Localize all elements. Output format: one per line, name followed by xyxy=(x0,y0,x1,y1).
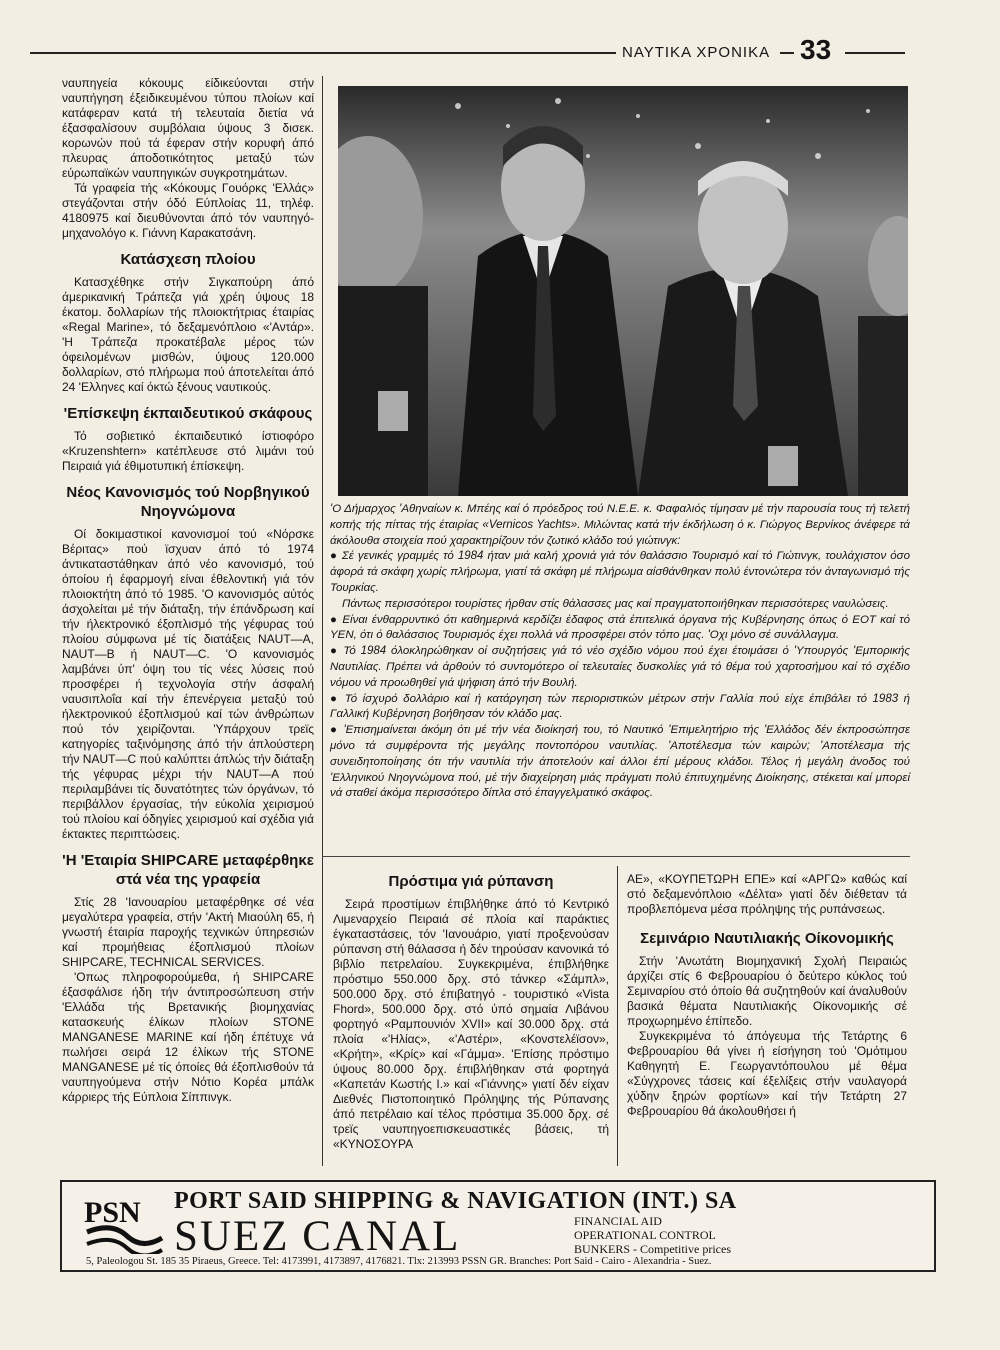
section-title-pollution-fines: Πρόστιμα γιά ρύπανση xyxy=(388,873,554,890)
header-rule-right xyxy=(845,52,905,54)
section-title-seizure: Κατάσχεση πλοίου xyxy=(120,251,256,268)
caption-intro: 'Ο Δήμαρχος 'Αθηναίων κ. Μπέης καί ό πρόεδρος τού Ν.Ε.Ε. κ. Φαφαλιός τίμησαν μέ τήν παρουσία τους τή τελετή κοπής τής πίττας τής έταιρίας «Vernicos Yachts». Μιλώντας κατά τήν έκδήλωση ό κ. Γιώργος Βερνίκος άνέφερε τά άκόλουθα στοιχεία πού χαρακτηρίζουν τόν ζωτικό κλάδο τού γιώτινγκ: xyxy=(330,503,910,547)
psn-logo-icon xyxy=(82,1192,166,1254)
section-title-shipcare: 'Η 'Εταιρία SHIPCARE μεταφέρθηκε στά νέα της γραφεία xyxy=(62,852,314,888)
service-item: OPERATIONAL CONTROL xyxy=(574,1228,716,1242)
right-column xyxy=(627,872,907,1119)
section-text-training-ship: Τό σοβιετικό έκπαιδευτικό ίστιοφόρο «Kruzenshtern» κατέπλευσε στό λιμάνι τού Πειραιά γιά έθιμοτυπική έπίσκεψη. xyxy=(62,429,314,473)
section-title-norwegian-rules: Νέος Κανονισμός τού Νορβηγικού Νηογνώμονα xyxy=(66,484,310,520)
caption-bullet: ● Είναι ένθαρρυντικό ότι καθημερινά κερδίζει έδαφος στά έπιτελικά όργανα τής Κυβέρνησης όπως ό ΕΟΤ καί τό ΥΕΝ, ότι ό θαλάσσιος Τουρισμός έχει πολλά νά προσφέρει στόν τόπο μας. 'Οχι μόνο σέ συνάλλαγμα. xyxy=(330,613,910,645)
caption-bullet: ● Σέ γενικές γραμμές τό 1984 ήταν μιά καλή χρονιά γιά τόν θαλάσσιο Τουρισμό καί τό Γιώτινγκ, τουλάχιστον όσο άφορά τά σκάφη χωρίς πλήρωμα, γιατί τά σκάφη μέ πλήρωμα αίσθάνθηκαν πολύ έντονώτερα τόν άνταγωνισμό τής Τουρκίας. xyxy=(330,549,910,596)
column-divider-left xyxy=(322,76,323,1166)
continuation-text: ΑΕ», «ΚΟΥΠΕΤΩΡΗ ΕΠΕ» καί «ΑΡΓΩ» καθώς καί στό δεξαμενόπλοιο «Δέλτα» γιατί δέν διέθεταν τά προβλεπόμενα μέσα πρόληψης τής ρυπάνσεως. xyxy=(627,872,907,916)
middle-column xyxy=(333,868,609,1152)
section-text-shipcare-1: Στίς 28 'Ιανουαρίου μεταφέρθηκε σέ νέα μεγαλύτερα γραφεία, στήν 'Ακτή Μιαούλη 65, ή γνωστή έταιρία παροχής τεχνικών ύπηρεσιών καί προμήθειας έξοπλισμού πλοίων SHIPCARE, TECHNICAL SERVICES. xyxy=(62,895,314,969)
logo-text: PSN xyxy=(84,1196,141,1229)
section-text-shipcare-2: 'Οπως πληροφορούμεθα, ή SHIPCARE έξασφάλισε ήδη τήν άντιπροσώπευση στήν 'Ελλάδα τής Βρετανικής βιομηχανίας κατασκευής έλίκων πλοίων STONE MANGANESE MARINE καί ήδη έπέτυχε νά πωλήσει σειρά 12 έλίκων τής STONE MANGANESE μέ τίς όποίες θά έξοπλισθούν τά ναυπηγούμενα στήν Νότιο Κορέα μπάλκ κάρριερς τής Εύπλοια Σίππινγκ. xyxy=(62,970,314,1104)
left-column xyxy=(62,76,314,1105)
suez-canal-heading: SUEZ CANAL xyxy=(174,1213,461,1260)
service-item: FINANCIAL AID xyxy=(574,1214,662,1228)
contact-footer: 5, Paleologou St. 185 35 Piraeus, Greece. Tel: 4173991, 4173897, 4176821. Tlx: 213993 PSSN GR. Branches: Port Said - Cairo - Alexandria - Suez. xyxy=(86,1256,712,1267)
masthead: ΝΑΥΤΙΚΑ ΧΡΟΝΙΚΑ xyxy=(622,44,771,61)
section-text-norwegian-rules: Οί δοκιμαστικοί κανονισμοί τού «Νόρσκε Βέριτας» πού ϊσχυαν άπό τό 1974 άντικαταστάθηκαν άπό νέο κανονισμό, τού όποίου ή έφαρμογή είναι έθελοντική γιά τόν πλοιοκτήτη άπό τό 1985. 'Ο κανονισμός αύτός άσχολείται μέ τήν διάταξη, τήν έπάνδρωση καί τήν ήλεκτρονικό έξοπλισμό τής γέφυρας τού πλοίου σύμφωνα μέ τίς διατάξεις NAUT—A, NAUT—B ή NAUT—C. 'Ο κανονισμός λαμβάνει ύπ' όψη του τίς νέες λύσεις πού προσφέρει ή τεχνολογία στήν άσφαλή ναυσιπλοΐα καί τήν έπενέργεια μεταξύ τού ήλεκτρονικού έξοπλισμού καί τών άνθρώπων πού τόν χειρίζονται. 'Υπάρχουν τρεϊς κατηγορίες ταξινόμησης άπό τήν άπλούστερη τήν NAUT—C πού καλύπτει άπλώς τήν διάταξη τής γέφυρας μέχρι τήν NAUT—A πού περιλαμβάνει τίς δυνατότητες τών όργάνων, τό περιβάλλον έργασίας, τήν εύκολία χειρισμού τού πλοίου καί όδηγίες χειρισμού καί σχέδια γιά έκτακτες περιπτώσεις. xyxy=(62,527,314,841)
caption-bullet: ● Τό ίσχυρό δολλάριο καί ή κατάργηση τών περιοριστικών μέτρων στήν Γαλλία πού είχε έπιβάλει τό 1983 ή Γαλλική Κυβέρνηση βοήθησαν τόν κλάδο μας. xyxy=(330,692,910,724)
section-text-seizure: Κατασχέθηκε στήν Σιγκαπούρη άπό άμερικανική Τράπεζα γιά χρέη ύψους 18 έκατομ. δολλαρίων τής πλοιοκτήτριας έταιρίας «Regal Marine», τό δεξαμενόπλοιο «'Αντάρ». 'Η Τράπεζα προκατέβαλε μέρος τών όφειλομένων μισθών, ύψους 120.000 δολλαρίων, στό πλήρωμα πού άποτελείται άπό 24 'Ελληνες καί όκτώ ξένους ναυτικούς. xyxy=(62,275,314,394)
photo-caption xyxy=(330,502,910,802)
caption-bullet: ● Τό 1984 όλοκληρώθηκαν οί συζητήσεις γιά τό νέο σχέδιο νόμου πού έχει έτοιμάσει ό 'Υπουργός 'Εμπορικής Ναυτιλίας. Πρέπει νά άρθούν τό συντομότερο οί τελευταίες δυσκολίες γιά τό θέμα τού χαρτοσήμου καί τό σχέδιο νόμου νά προωθηθεί γιά ψήφιση άπό τήν Βουλή. xyxy=(330,644,910,691)
section-text-seminar-1: Στήν 'Ανωτάτη Βιομηχανική Σχολή Πειραιώς άρχίζει στίς 6 Φεβρουαρίου ό δεύτερο κύκλος τού Σεμιναρίου στό όποίο θά συζητηθούν καί άναλυθούν βασικά θέματα Ναυτιλιακής Οίκονομικής σέ προχωρημένο έπίπεδο. xyxy=(627,954,907,1028)
caption-bullet: Πάντως περισσότεροι τουρίστες ήρθαν στίς θάλασσες μας καί πραγματοποιήθηκαν περισσότερες ναυλώσεις. xyxy=(342,597,889,610)
company-name: PORT SAID SHIPPING & NAVIGATION (INT.) SA xyxy=(174,1188,737,1214)
intro-paragraph-1: ναυπηγεία κόκουμς είδικεύονται στήν ναυπήγηση έξειδικευμένου τύπου πλοίων καί κατάφεραν κατά τή τελευταία διετία νά έξασφαλίσουν συμβόλαια ύψους 3 δισεκ. κορωνών πού τά έφεραν στήν κορυφή άπό πλευρας άποδοτικότητος μεταξύ τών εύρωπαϊκών ναυπηγικών συγκροτημάτων. xyxy=(62,76,314,180)
services-list xyxy=(574,1214,731,1256)
caption-bullet: ● 'Επισημαίνεται άκόμη ότι μέ τήν νέα διοίκησή του, τό Ναυτικό 'Επιμελητήριο τής 'Ελλάδος δέν έκπροσώπησε μόνο τά συμφέροντα τής μεγάλης ποντοπόρου ναυτιλίας. 'Αποτέλεσμα τών καιρών; 'Αποτέλεσμα τής συνειδητοποίησης ότι τήν ναυτιλία τήν άποτελούν καί άλλοι έπί μέρους κλάδοι. Τέλος ή μεγάλη άνοδος τού 'Ελληνικού Νηογνώμονα πού, μέ τήν διαχείρηση μιάς πράγματι πολύ έπιτυχημένης Διοίκησης, στέκεται καί μπορεί νά σταθεί άκόμα περισσότερο δίπλα στό έπαγγελματικό σκάφος. xyxy=(330,723,910,802)
intro-paragraph-2: Τά γραφεία τής «Κόκουμς Γουόρκς 'Ελλάς» στεγάζονται στήν όδό Εύπλοίας 11, τηλέφ. 4180975 καί διευθύνονται άπό τόν ναυπηγό-μηχανολόγο κ. Γιάννη Καρακατσάνη. xyxy=(62,181,314,240)
section-text-seminar-2: Συγκεκριμένα τό άπόγευμα τής Τετάρτης 6 Φεβρουαρίου θά γίνει ή είσήγηση τού 'Ομότιμου Καθηγητή Ε. Γεωργαντόπουλου μέ θέμα «Σύγχρονες τάσεις καί έξελίξεις στήν ναυλαγορά χύδην ξηρών φορτίων» καί τήν Τετάρτη 27 Φεβρουαρίου θά άκολουθήσει ή xyxy=(627,1029,907,1118)
section-title-seminar: Σεμινάριο Ναυτιλιακής Οίκονομικής xyxy=(640,930,894,947)
event-photo xyxy=(338,86,908,496)
caption-bottom-rule xyxy=(322,856,910,857)
event-photo-image xyxy=(338,86,908,496)
column-divider-right xyxy=(617,866,618,1166)
section-text-pollution-fines: Σειρά προστίμων έπιβλήθηκε άπό τό Κεντρικό Λιμεναρχείο Πειραιά σέ πλοία καί παράκτιες έγκαταστάσεις, τόν 'Ιανουάριο, γιατί προξενούσαν ρύπανση στή θάλασσα ή δέν τηρούσαν κανονικά τό βιβλίο πετρελαίου. Συγκεκριμένα, έπιβλήθηκε πρόστιμο 550.000 δρχ. στό τάνκερ «Σάμπλ», 500.000 δρχ. στό έπιβατηγό - τουριστικό «Vista Fhord», 500.000 δρχ. στό ύπό σημαία Λιβάνου φορτηγό «Ραμπουνιόν XVII» καί 30.000 δρχ. στά πλοία «'Ηλίας», «'Αστέρι», «Κονστελέϊσον», «Κρήτη», «Κρίς» καί «Γάμμα». 'Επίσης πρόστιμο ύψους 80.000 δρχ. έπιβλήθηκαν στά φορτηγά «Καπετάν Κωστής Ι.» καί «Γιάννης» γιατί δέν είχαν Διεθνές Πιστοποιητικό Πρόληψης τής Ρύπανσης άπό πετρέλαιο καί τέλος πρόστιμα 35.000 δρχ. σέ τρεϊς ναυπηγοεπισκευαστικές βάσεις, τή «ΚΥΝΟΣΟΥΡΑ xyxy=(333,897,609,1151)
section-title-training-ship: 'Επίσκεψη έκπαιδευτικού σκάφους xyxy=(63,405,313,422)
page-number: 33 xyxy=(800,34,832,65)
service-item: BUNKERS - Competitive prices xyxy=(574,1242,731,1256)
header-rule-left xyxy=(30,52,616,54)
header-rule-mid xyxy=(780,52,794,54)
advertisement xyxy=(60,1180,936,1272)
